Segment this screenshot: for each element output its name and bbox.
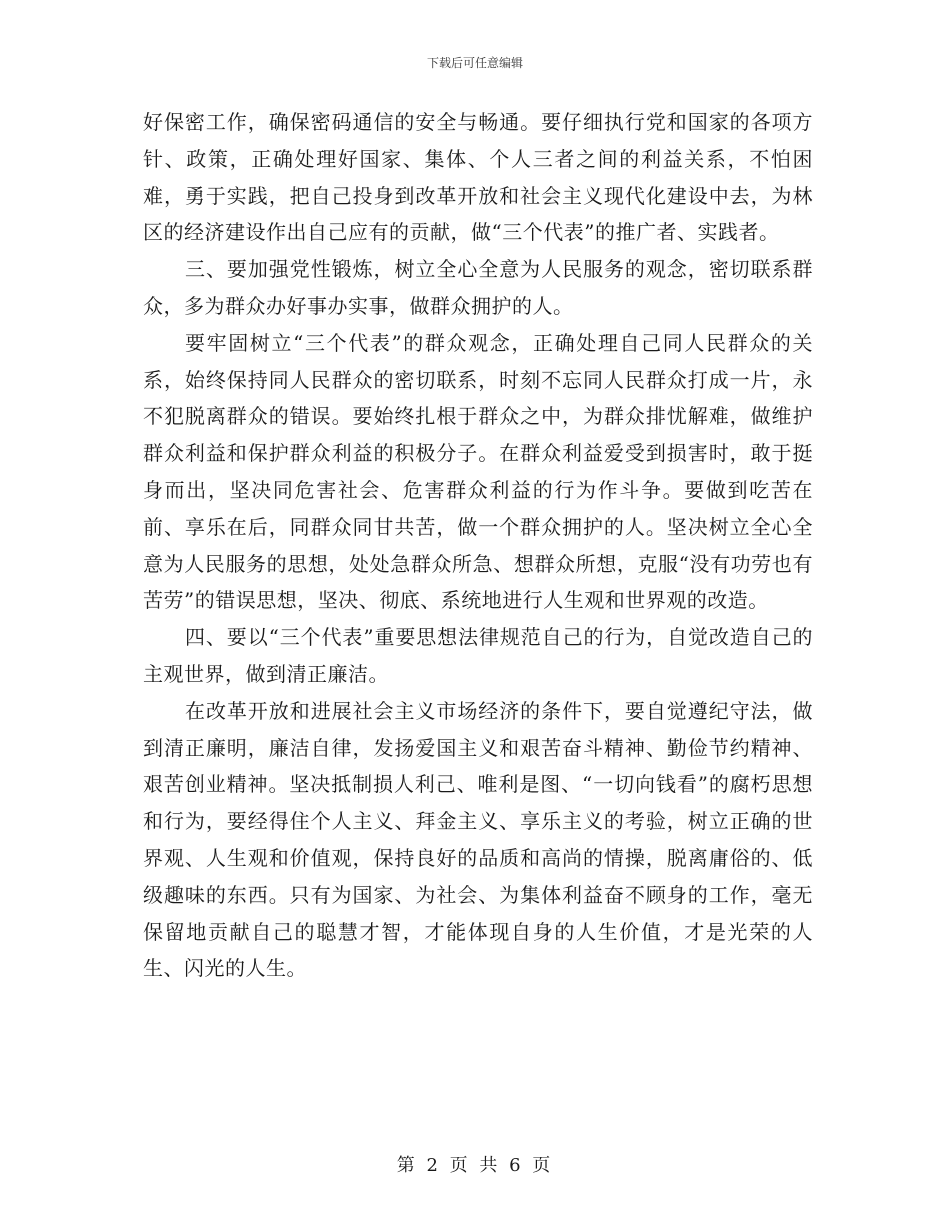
section-heading-three: 三、要加强党性锻炼，树立全心全意为人民服务的观念，密切联系群众，多为群众办好事办实事，做群众拥护的人。 (143, 257, 813, 318)
paragraph-continuation: 好保密工作，确保密码通信的安全与畅通。要仔细执行党和国家的各项方针、政策，正确处理好国家、集体、个人三者之间的利益关系，不怕困难，勇于实践，把自己投身到改革开放和社会主义现代化建设中去，为林区的经济建设作出自己应有的贡献，做“三个代表”的推广者、实践者。 (143, 110, 813, 245)
page-number-footer: 第 2 页 共 6 页 (396, 1155, 554, 1176)
paragraph-mass-line: 要牢固树立“三个代表”的群众观念，正确处理自己同人民群众的关系，始终保持同人民群众的密切联系，时刻不忘同人民群众打成一片，永不犯脱离群众的错误。要始终扎根于群众之中，为群众排忧解难，做维护群众利益和保护群众利益的积极分子。在群众利益爱受到损害时，敢于挺身而出，坚决同危害社会、危害群众利益的行为作斗争。要做到吃苦在前、享乐在后，同群众同甘共苦，做一个群众拥护的人。坚决树立全心全意为人民服务的思想，处处急群众所急、想群众所想，克服“没有功劳也有苦劳”的错误思想，坚决、彻底、系统地进行人生观和世界观的改造。 (143, 330, 813, 613)
document-body (143, 104, 813, 987)
section-heading-four: 四、要以“三个代表”重要思想法律规范自己的行为，自觉改造自己的主观世界，做到清正廉洁。 (143, 625, 813, 686)
paragraph-integrity: 在改革开放和进展社会主义市场经济的条件下，要自觉遵纪守法，做到清正廉明，廉洁自律，发扬爱国主义和艰苦奋斗精神、勤俭节约精神、艰苦创业精神。坚决抵制损人利己、唯利是图、“一切向钱看”的腐朽思想和行为，要经得住个人主义、拜金主义、享乐主义的考验，树立正确的世界观、人生观和价值观，保持良好的品质和高尚的情操，脱离庸俗的、低级趣味的东西。只有为国家、为社会、为集体利益奋不顾身的工作，毫无保留地贡献自己的聪慧才智，才能体现自身的人生价值，才是光荣的人生、闪光的人生。 (143, 698, 813, 981)
page-header: 下载后可任意编辑 (426, 56, 523, 70)
